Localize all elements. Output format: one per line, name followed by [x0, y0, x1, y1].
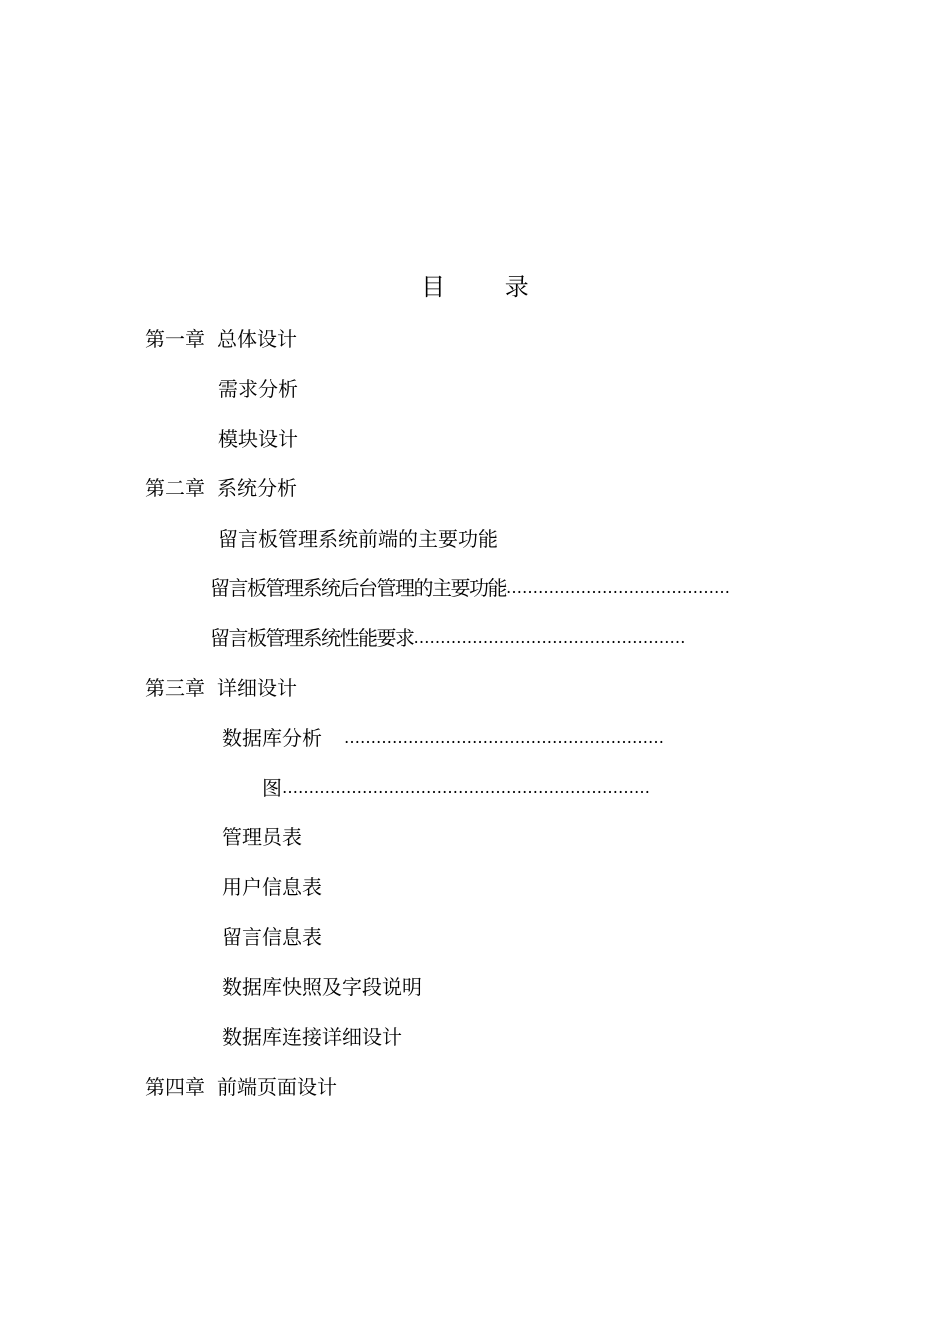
section-title: 留言板管理系统后台管理的主要功能 — [210, 576, 506, 600]
toc-chapter-3 — [145, 673, 297, 703]
section-title: 留言板管理系统性能要求 — [210, 626, 414, 650]
section-title: 留言信息表 — [222, 925, 322, 949]
section-title: 数据库连接详细设计 — [222, 1025, 402, 1049]
chapter-number: 第一章 — [145, 327, 205, 351]
toc-section — [218, 374, 298, 404]
dot-leader: …………………………………… — [506, 578, 730, 597]
toc-section — [222, 822, 302, 852]
chapter-title: 前端页面设计 — [217, 1075, 337, 1099]
dot-leader: …………………………………………………… — [344, 728, 664, 747]
section-title: 留言板管理系统前端的主要功能 — [218, 527, 498, 551]
toc-title: 目 录 — [421, 273, 555, 301]
toc-section — [222, 1022, 402, 1052]
toc-section — [210, 623, 796, 653]
chapter-number: 第三章 — [145, 676, 205, 700]
toc-chapter-1 — [145, 324, 297, 354]
section-title: 管理员表 — [222, 825, 302, 849]
toc-section — [222, 922, 322, 952]
dot-leader: …………………………………………………………… — [282, 778, 650, 797]
toc-section — [222, 723, 790, 753]
chapter-number: 第四章 — [145, 1075, 205, 1099]
dot-leader: …………………………………………… — [413, 628, 686, 647]
toc-section — [222, 972, 422, 1002]
section-title: 数据库分析 — [222, 726, 322, 750]
section-title: 数据库快照及字段说明 — [222, 975, 422, 999]
chapter-title: 总体设计 — [217, 327, 297, 351]
section-title: 用户信息表 — [222, 875, 322, 899]
toc-section — [218, 424, 298, 454]
chapter-title: 详细设计 — [217, 676, 297, 700]
chapter-title: 系统分析 — [217, 476, 297, 500]
toc-section — [210, 573, 791, 603]
toc-section — [218, 524, 498, 554]
chapter-number: 第二章 — [145, 476, 205, 500]
toc-section — [222, 872, 322, 902]
section-title: 需求分析 — [218, 377, 298, 401]
toc-chapter-4 — [145, 1072, 337, 1102]
toc-section — [262, 773, 794, 803]
section-title: 模块设计 — [218, 427, 298, 451]
section-title: 图 — [262, 776, 282, 800]
toc-chapter-2 — [145, 473, 297, 503]
